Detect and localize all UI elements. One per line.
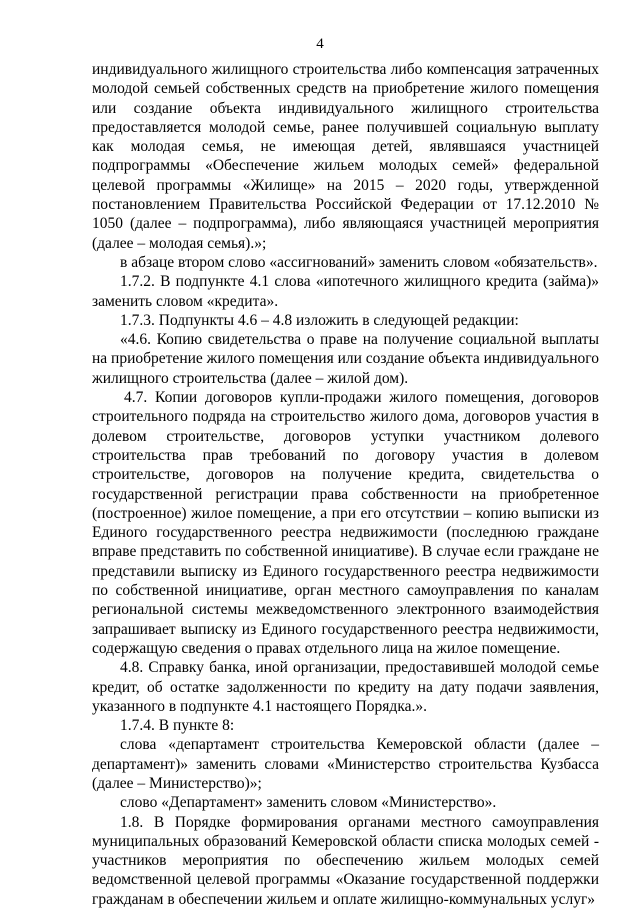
paragraph-6: 4.7. Копии договоров купли-продажи жилого помещения, договоров строительного подряда на строительство жилого дома, договоров участия в долевом строительстве, договоров уступки участником долевого строительства прав требований по договору участия в долевом строительстве, договоров на получение кредита, свидетельства о государственной регистрации права собственности на приобретенное (построенное) жилое помещение, а при его отсутствии – копию выписки из Единого государственного реестра недвижимости (последнюю граждане вправе представить по собственной инициативе). В случае если граждане не представили выписку из Единого государственного реестра недвижимости по собственной инициативе, орган местного самоуправления по каналам региональной системы межведомственного электронного взаимодействия запрашивает выписку из Единого государственного реестра недвижимости, содержащую сведения о правах отдельного лица на жилое помещение. <box>92 389 599 657</box>
paragraph-11: 1.8. В Порядке формирования органами местного самоуправления муниципальных образований Кемеровской области списка молодых семей - участников мероприятия по обеспечению жильем молодых семей ведомственной целевой программы «Оказание государственной поддержки гражданам в обеспечении жильем и оплате жилищно-коммунальных услуг» <box>92 813 599 908</box>
paragraph-10: слово «Департамент» заменить словом «Министерство». <box>120 794 497 812</box>
paragraph-4: 1.7.3. Подпункты 4.6 – 4.8 изложить в следующей редакции: <box>120 311 519 329</box>
page-number: 4 <box>316 36 324 52</box>
paragraph-7: 4.8. Справку банка, иной организации, предоставившей молодой семье кредит, об остатке задолженности по кредиту на дату подачи заявления, указанного в подпункте 4.1 настоящего Порядка.». <box>92 659 599 715</box>
paragraph-1: индивидуального жилищного строительства либо компенсация затраченных молодой семьей собственных средств на приобретение жилого помещения или создание объекта индивидуального жилищного строительства предоставляется молодой семье, ранее получившей социальную выплату как молодая семья, не имеющая детей, являвшаяся участницей подпрограммы «Обеспечение жильем молодых семей» федеральной целевой программы «Жилище» на 2015 – 2020 годы, утвержденной постановлением Правительства Российской Федерации от 17.12.2010 № 1050 (далее – подпрограмма), либо являющаяся участницей мероприятия (далее – молодая семья).»; <box>92 61 599 252</box>
paragraph-5: «4.6. Копию свидетельства о праве на получение социальной выплаты на приобретение жилого помещения или создание объекта индивидуального жилищного строительства (далее – жилой дом). <box>92 331 599 387</box>
paragraph-3: 1.7.2. В подпункте 4.1 слова «ипотечного жилищного кредита (займа)» заменить словом «кредита». <box>92 273 599 310</box>
paragraph-2: в абзаце втором слово «ассигнований» заменить словом «обязательств». <box>120 253 598 271</box>
paragraph-9: слова «департамент строительства Кемеровской области (далее – департамент)» заменить словами «Министерство строительства Кузбасса (далее – Министерство)»; <box>92 736 599 792</box>
document-body <box>92 60 599 909</box>
paragraph-8: 1.7.4. В пункте 8: <box>120 717 235 735</box>
